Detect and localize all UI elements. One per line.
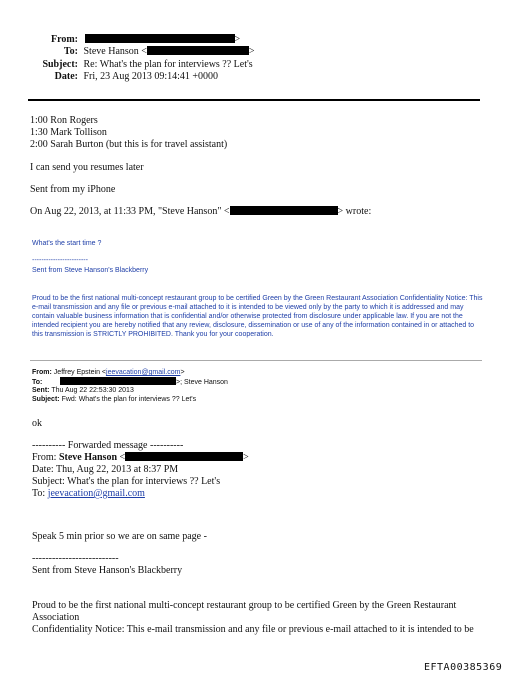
document-id: EFTA00385369: [424, 662, 503, 673]
forward-sent-row: [32, 386, 134, 395]
redaction-box: [85, 34, 235, 43]
bottom-notice-line-1: Proud to be the first national multi-concept restaurant group to be certified Green by the Green Restaurant: [32, 600, 457, 611]
header-date-value: Fri, 23 Aug 2013 09:14:41 +0000: [83, 71, 219, 82]
header-to-value: Steve Hanson <: [83, 46, 147, 57]
forwarded-to-row: [32, 488, 145, 500]
forwarded-from-close: >: [243, 452, 249, 463]
header-from-row: [44, 34, 240, 46]
forwarded-from-open: <: [117, 452, 126, 463]
bottom-notice-line-2: Association: [32, 612, 80, 623]
forwarded-from-label: From:: [32, 452, 57, 463]
header-subject-label: Subject:: [42, 59, 78, 70]
redaction-box: [125, 452, 243, 461]
header-to-label: To:: [63, 46, 78, 57]
quoted-confidentiality-notice: Proud to be the first national multi-concept restaurant group to be certified Green by the Green Restaurant Association Confidentiality Notice: This e-mail transmission and any file or previous e-mail attached to it is intended to be viewed only by the party to which it is addressed and may contain valuable business information that is confidential and/or otherwise protected from disclosure under applicable law. If you are not the intended recipient you are hereby notified that any review, disclosure, dissemination or use of any of the information contained in or attached to this transmission is STRICTLY PROHIBITED. Thank you for your cooperation.: [32, 295, 483, 338]
redaction-box: [60, 377, 176, 385]
schedule-line-1: 1:00 Ron Rogers: [30, 115, 98, 126]
ok-text: ok: [32, 418, 42, 429]
forwarded-from-row: [32, 452, 249, 464]
forward-subject-row: [32, 395, 196, 404]
forward-from-row: [32, 368, 185, 377]
header-divider: [28, 99, 480, 101]
forward-to-label: To:: [32, 379, 43, 386]
forward-subject-label: Subject:: [32, 396, 60, 403]
sent-from-iphone: Sent from my iPhone: [30, 184, 116, 195]
quoted-sent-from: Sent from Steve Hanson's Blackberry: [32, 267, 149, 274]
header-to-suffix: >: [248, 46, 255, 57]
forward-to-suffix: >; Steve Hanson: [176, 379, 228, 386]
forward-from-value: Jeffrey Epstein <: [53, 369, 107, 376]
wrote-suffix: > wrote:: [337, 206, 372, 217]
wrote-line: [30, 206, 371, 218]
header-subject-row: [36, 59, 253, 71]
header-from-label: From:: [50, 34, 78, 45]
header-date-label: Date:: [54, 71, 78, 82]
signature-text: Sent from Steve Hanson's Blackberry: [32, 565, 183, 576]
quoted-question: What's the start time ?: [32, 240, 102, 247]
forward-divider: [30, 360, 482, 361]
forward-sent-value: Thu Aug 22 22:53:30 2013: [51, 387, 134, 394]
schedule-line-2: 1:30 Mark Tollison: [30, 127, 107, 138]
header-subject-value: Re: What's the plan for interviews ?? Let's: [83, 59, 253, 70]
forwarded-to-label: To:: [32, 488, 48, 499]
bottom-notice-line-3: Confidentiality Notice: This e-mail transmission and any file or previous e-mail attached to it is intended to be: [32, 624, 474, 635]
header-to-row: [44, 46, 255, 58]
forwarded-from-name: Steve Hanson: [58, 452, 118, 463]
redaction-box: [230, 206, 338, 215]
forwarded-subject: Subject: What's the plan for interviews ?? Let's: [32, 476, 221, 487]
forward-from-close: >: [180, 369, 185, 376]
forward-sent-label: Sent:: [32, 387, 50, 394]
forward-from-email-link[interactable]: jeevacation@gmail.com: [106, 369, 181, 376]
redaction-box: [147, 46, 249, 55]
header-date-row: [44, 71, 218, 83]
forward-from-label: From:: [32, 369, 52, 376]
signature-dashes: --------------------------: [32, 553, 119, 564]
forwarded-to-email-link[interactable]: jeevacation@gmail.com: [47, 488, 145, 499]
quoted-dashes: ------------------------: [32, 257, 88, 264]
forwarded-date: Date: Thu, Aug 22, 2013 at 8:37 PM: [32, 464, 179, 475]
forward-subject-value: Fwd: What's the plan for interviews ?? Let's: [61, 396, 197, 403]
speak-line: Speak 5 min prior so we are on same page -: [32, 531, 207, 542]
header-from-suffix: >: [234, 34, 241, 45]
forwarded-divider: ---------- Forwarded message ----------: [32, 440, 184, 451]
schedule-line-3: 2:00 Sarah Burton (but this is for travel assistant): [30, 139, 228, 150]
wrote-prefix: On Aug 22, 2013, at 11:33 PM, "Steve Hanson" <: [30, 206, 230, 217]
resumes-line: I can send you resumes later: [30, 162, 144, 173]
